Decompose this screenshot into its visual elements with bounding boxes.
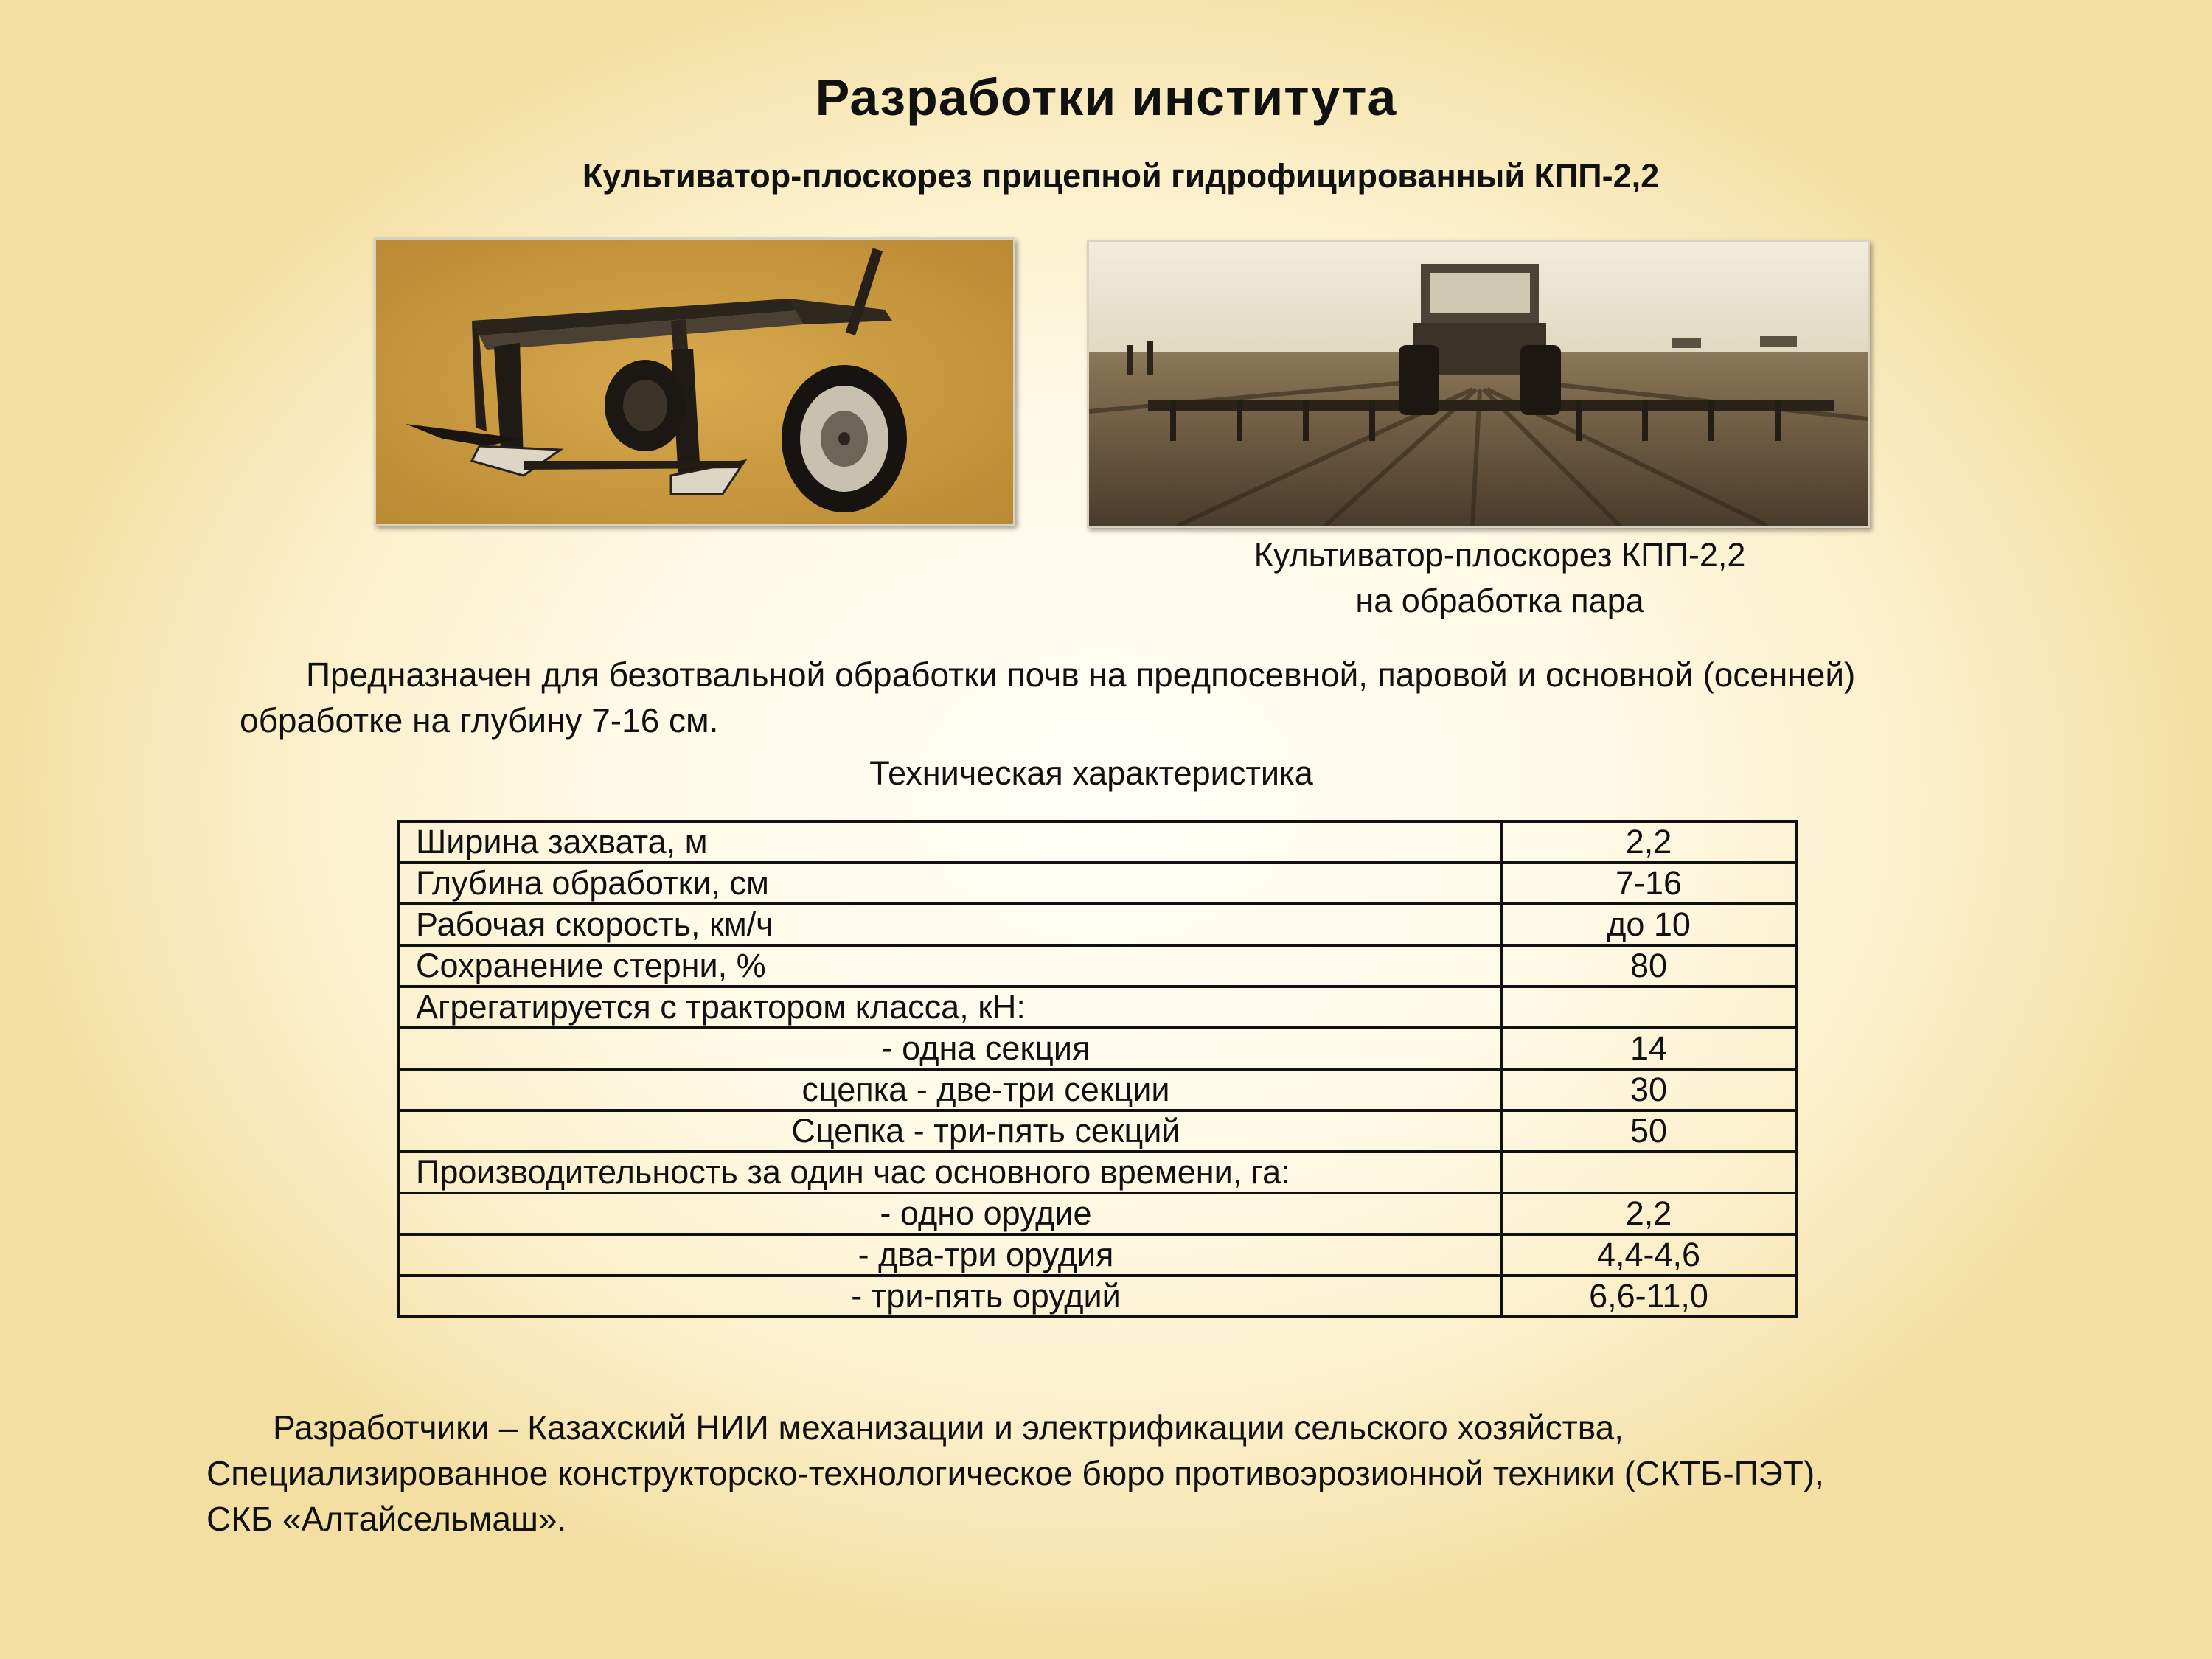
photo-caption-line2: на обработка пара: [1355, 582, 1644, 619]
developers-line3: СКБ «Алтайсельмаш».: [206, 1500, 567, 1538]
table-row: [398, 1028, 1796, 1069]
param-cell: Сцепка - три-пять секций: [398, 1110, 1501, 1152]
table-row: [398, 1193, 1796, 1234]
table-row: [398, 904, 1796, 945]
param-cell: Ширина захвата, м: [398, 821, 1501, 863]
param-cell: Сохранение стерни, %: [398, 945, 1501, 987]
param-cell: сцепка - две-три секции: [398, 1069, 1501, 1110]
param-cell: Агрегатируется с трактором класса, кН:: [398, 987, 1501, 1028]
developers-paragraph: [206, 1405, 1991, 1542]
tech-spec-table: [397, 820, 1798, 1318]
photo-caption-line1: Культиватор-плоскорез КПП-2,2: [1253, 536, 1746, 574]
table-row: [398, 1069, 1796, 1110]
value-cell: 30: [1501, 1069, 1796, 1110]
value-cell: 2,2: [1501, 1193, 1796, 1234]
value-cell: 50: [1501, 1110, 1796, 1152]
table-row: [398, 821, 1796, 863]
value-cell: до 10: [1501, 904, 1796, 945]
param-cell: - три-пять орудий: [398, 1276, 1501, 1317]
photo-caption: [1087, 532, 1913, 624]
cultivator-machine-photo: [374, 237, 1015, 526]
page-title: Разработки института: [815, 69, 1397, 126]
table-row: [398, 987, 1796, 1028]
value-cell: 80: [1501, 945, 1796, 987]
param-cell: Рабочая скорость, км/ч: [398, 904, 1501, 945]
table-row: [398, 945, 1796, 987]
param-cell: - одна секция: [398, 1028, 1501, 1069]
param-cell: Глубина обработки, см: [398, 863, 1501, 904]
value-cell: 6,6-11,0: [1501, 1276, 1796, 1317]
table-row: [398, 1110, 1796, 1152]
value-cell: 14: [1501, 1028, 1796, 1069]
value-cell: [1501, 1152, 1796, 1193]
developers-line2: Специализированное конструкторско-технологическое бюро противоэрозионной техники (СКТБ-ПЭТ),: [206, 1454, 1824, 1492]
description-paragraph: Предназначен для безотвальной обработки почв на предпосевной, паровой и основной (осенней) обработке на глубину 7-16 см.: [240, 655, 1856, 740]
field-tractor-photo: [1087, 240, 1870, 528]
developers-line1-text: Разработчики – Казахский НИИ механизации и электрификации сельского хозяйства,: [273, 1408, 1624, 1447]
developers-line1: [206, 1405, 1991, 1450]
param-cell: Производительность за один час основного времени, га:: [398, 1152, 1501, 1193]
page-subtitle: Культиватор-плоскорез прицепной гидрофицированный КПП-2,2: [582, 157, 1660, 195]
tech-title: Техническая характеристика: [869, 754, 1313, 792]
value-cell: [1501, 987, 1796, 1028]
table-row: [398, 1234, 1796, 1276]
value-cell: 2,2: [1501, 821, 1796, 863]
param-cell: - два-три орудия: [398, 1234, 1501, 1276]
table-row: [398, 1276, 1796, 1317]
param-cell: - одно орудие: [398, 1193, 1501, 1234]
table-row: [398, 863, 1796, 904]
value-cell: 7-16: [1501, 863, 1796, 904]
value-cell: 4,4-4,6: [1501, 1234, 1796, 1276]
table-row: [398, 1152, 1796, 1193]
